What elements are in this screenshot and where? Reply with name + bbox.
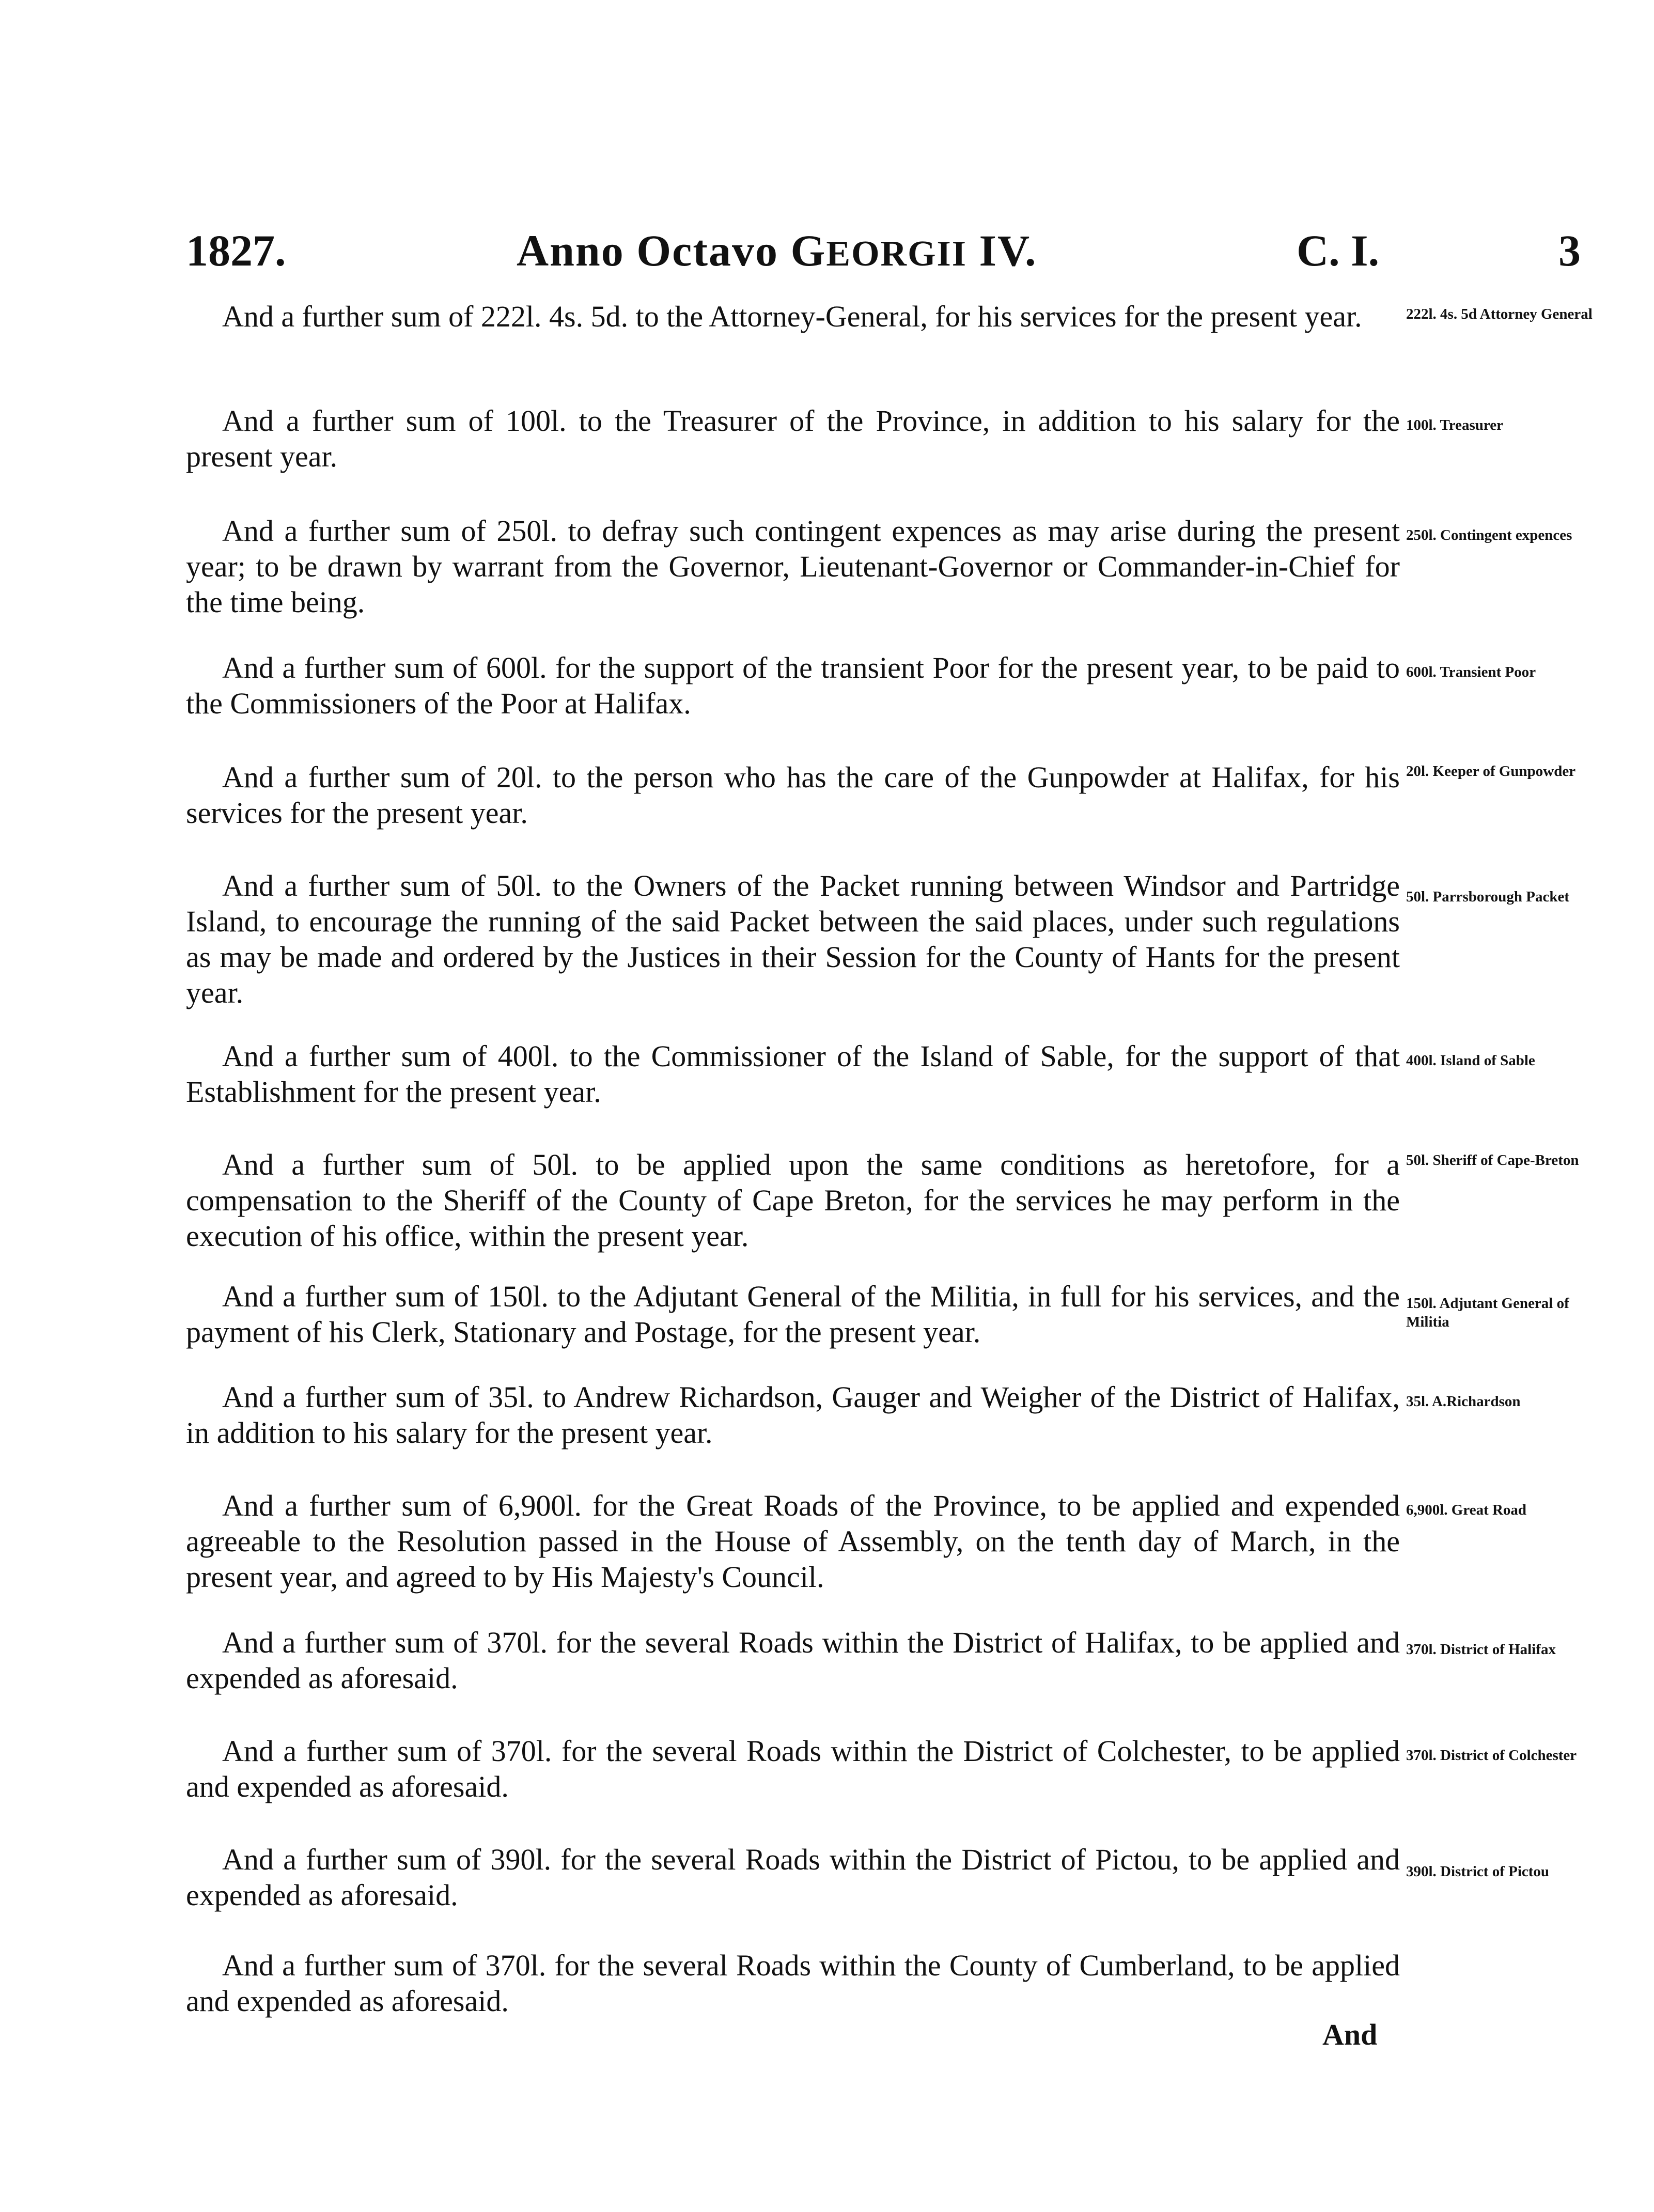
paragraph-text: And a further sum of 100l. to the Treasurer of the Province, in addition to his salary for the present year.	[186, 404, 1400, 473]
paragraph-gunpowder	[186, 759, 1400, 831]
marginal-note: 600l. Transient Poor	[1406, 664, 1536, 680]
paragraph-text: And a further sum of 6,900l. for the Great Roads of the Province, to be applied and expended agreeable to the Resolution passed in the House of Assembly, on the tenth day of March, in the present year, and agreed to by His Majesty's Council.	[186, 1489, 1400, 1594]
paragraph-roads-pictou	[186, 1842, 1400, 1913]
paragraph-roads-halifax	[186, 1625, 1400, 1696]
paragraph-attorney-general	[186, 299, 1400, 334]
paragraph-transient-poor	[186, 650, 1400, 721]
catchword: And	[1322, 2018, 1378, 2051]
paragraph-contingent	[186, 513, 1400, 620]
marginal-note: 222l. 4s. 5d Attorney General	[1406, 306, 1593, 322]
marginal-note: 390l. District of Pictou	[1406, 1863, 1550, 1880]
marginal-note: 35l. A.Richardson	[1406, 1393, 1521, 1410]
paragraph-packet	[186, 868, 1400, 1010]
paragraph-text: And a further sum of 222l. 4s. 5d. to the Attorney-General, for his services for the present year.	[222, 300, 1362, 333]
marginal-note: 400l. Island of Sable	[1406, 1052, 1535, 1069]
marginal-note: 6,900l. Great Road	[1406, 1502, 1527, 1518]
paragraph-text: And a further sum of 250l. to defray such contingent expences as may arise during the present year; to be drawn by warrant from the Governor, Lieutenant-Governor or Commander-in-Chief for the time being.	[186, 514, 1400, 619]
marginal-note: 20l. Keeper of Gunpowder	[1406, 763, 1576, 780]
running-head	[186, 222, 1581, 279]
paragraph-text: And a further sum of 390l. for the several Roads within the District of Pictou, to be applied and expended as aforesaid.	[186, 1843, 1400, 1912]
header-title	[517, 222, 1037, 283]
page-number: 3	[1558, 226, 1581, 275]
marginal-note: 370l. District of Halifax	[1406, 1641, 1556, 1658]
paragraph-richardson	[186, 1379, 1400, 1451]
paragraph-text: And a further sum of 370l. for the several Roads within the County of Cumberland, to be applied and expended as aforesaid.	[186, 1949, 1400, 2018]
paragraph-text: And a further sum of 600l. for the support of the transient Poor for the present year, to be paid to the Commissioners of the Poor at Halifax.	[186, 651, 1400, 720]
paragraph-great-roads	[186, 1488, 1400, 1595]
paragraph-text: And a further sum of 50l. to the Owners of the Packet running between Windsor and Partridge Island, to encourage the running of the said Packet between the said places, under such regulations as may be made and ordered by the Justices in their Session for the County of Hants for the present year.	[186, 869, 1400, 1009]
paragraph-text: And a further sum of 370l. for the several Roads within the District of Halifax, to be applied and expended as aforesaid.	[186, 1626, 1400, 1695]
paragraph-text: And a further sum of 20l. to the person who has the care of the Gunpowder at Halifax, for his services for the present year.	[186, 760, 1400, 830]
paragraph-adjutant-general	[186, 1279, 1400, 1350]
header-title-c: IV.	[967, 226, 1037, 275]
paragraph-text: And a further sum of 35l. to Andrew Richardson, Gauger and Weigher of the District of Halifax, in addition to his salary for the present year.	[186, 1380, 1400, 1450]
header-chapter: C. I.	[1297, 226, 1380, 275]
marginal-note: 370l. District of Colchester	[1406, 1747, 1577, 1764]
marginal-note: 50l. Parrsborough Packet	[1406, 889, 1570, 905]
paragraph-roads-colchester	[186, 1733, 1400, 1804]
header-title-a: Anno Octavo G	[517, 226, 826, 275]
paragraph-text: And a further sum of 370l. for the several Roads within the District of Colchester, to be applied and expended as aforesaid.	[186, 1734, 1400, 1803]
paragraph-roads-cumberland	[186, 1948, 1400, 2019]
paragraph-text: And a further sum of 50l. to be applied upon the same conditions as heretofore, for a compensation to the Sheriff of the County of Cape Breton, for the services he may perform in the execution of his office, within the present year.	[186, 1148, 1400, 1253]
marginal-note: 50l. Sheriff of Cape-Breton	[1406, 1152, 1579, 1169]
header-year: 1827.	[186, 226, 286, 275]
marginal-note: 100l. Treasurer	[1406, 417, 1503, 433]
paragraph-treasurer	[186, 403, 1400, 474]
paragraph-text: And a further sum of 400l. to the Commissioner of the Island of Sable, for the support of that Establishment for the present year.	[186, 1039, 1400, 1109]
paragraph-sheriff	[186, 1147, 1400, 1254]
paragraph-text: And a further sum of 150l. to the Adjutant General of the Militia, in full for his services, and the payment of his Clerk, Stationary and Postage, for the present year.	[186, 1280, 1400, 1349]
paragraph-island-of-sable	[186, 1038, 1400, 1110]
header-title-b: EORGII	[826, 234, 967, 274]
marginal-note: 150l. Adjutant General of Militia	[1406, 1295, 1569, 1330]
marginal-note: 250l. Contingent expences	[1406, 527, 1572, 543]
